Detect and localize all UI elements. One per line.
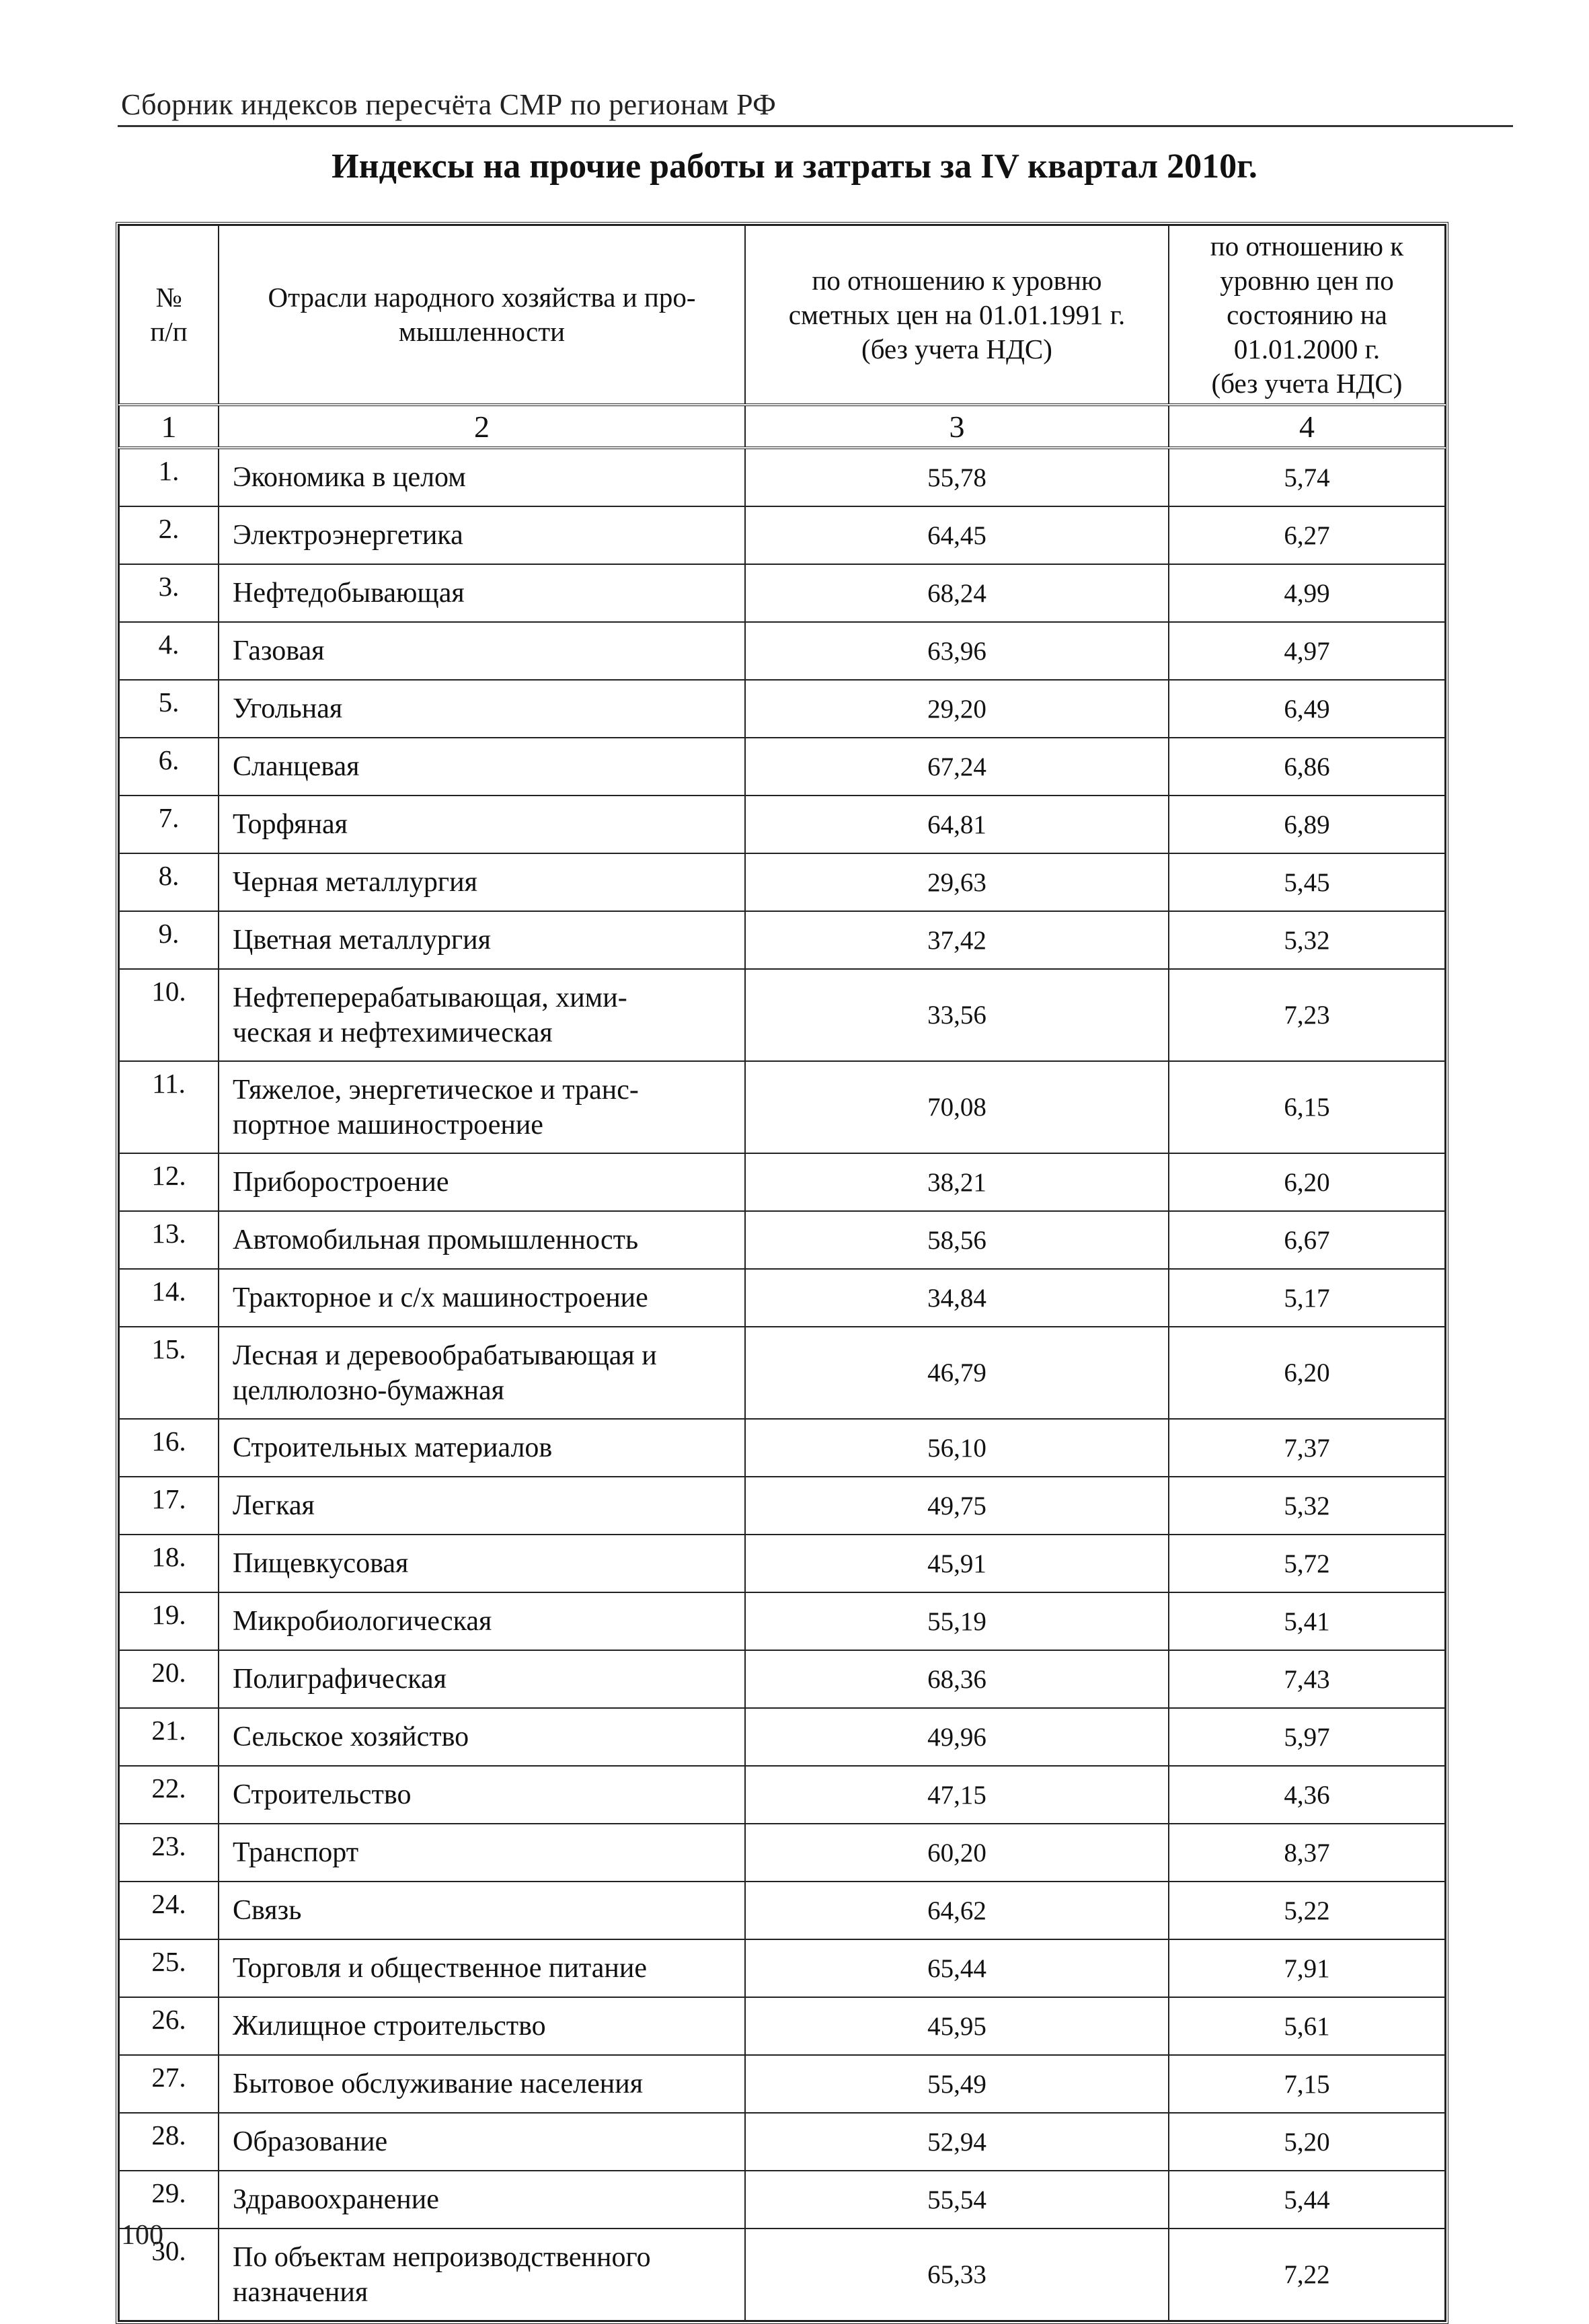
index-1991-cell: 45,91	[745, 1535, 1169, 1592]
table-row	[119, 1882, 1445, 1939]
branch-name-cell: Легкая	[219, 1477, 745, 1535]
col-header-index-1991	[745, 225, 1169, 405]
branch-name-cell: Приборостроение	[219, 1153, 745, 1211]
index-1991-cell: 67,24	[745, 738, 1169, 796]
column-number: 4	[1169, 405, 1445, 448]
index-1991-cell: 64,81	[745, 796, 1169, 853]
row-number-cell: 18.	[119, 1535, 219, 1592]
table-row	[119, 853, 1445, 911]
branch-name-cell: Электроэнергетика	[219, 506, 745, 564]
branch-name-cell: Здравоохранение	[219, 2171, 745, 2229]
table-row	[119, 1269, 1445, 1327]
index-2000-cell: 5,32	[1169, 1477, 1445, 1535]
index-2000-cell: 5,41	[1169, 1592, 1445, 1650]
index-1991-cell: 70,08	[745, 1061, 1169, 1153]
header-rule	[118, 125, 1513, 127]
branch-name-cell: Экономика в целом	[219, 448, 745, 506]
branch-name-cell: Торфяная	[219, 796, 745, 853]
index-1991-cell: 45,95	[745, 1997, 1169, 2055]
branch-name-cell: Микробиологическая	[219, 1592, 745, 1650]
index-2000-cell: 4,97	[1169, 622, 1445, 680]
row-number-cell: 26.	[119, 1997, 219, 2055]
branch-name-cell: Торговля и общественное питание	[219, 1939, 745, 1997]
table-row	[119, 680, 1445, 738]
table-row	[119, 1419, 1445, 1477]
index-1991-cell: 38,21	[745, 1153, 1169, 1211]
col-header-num-text: № п/п	[150, 282, 188, 347]
index-1991-cell: 60,20	[745, 1824, 1169, 1882]
index-table-frame	[116, 222, 1448, 2324]
row-number-cell: 13.	[119, 1211, 219, 1269]
row-number-cell: 23.	[119, 1824, 219, 1882]
table-row	[119, 1824, 1445, 1882]
row-number-cell: 14.	[119, 1269, 219, 1327]
row-number-cell: 17.	[119, 1477, 219, 1535]
index-1991-cell: 65,33	[745, 2229, 1169, 2321]
index-2000-cell: 5,22	[1169, 1882, 1445, 1939]
row-number-cell: 10.	[119, 969, 219, 1061]
index-1991-cell: 68,24	[745, 564, 1169, 622]
index-1991-cell: 34,84	[745, 1269, 1169, 1327]
table-row	[119, 2113, 1445, 2171]
table-row	[119, 1939, 1445, 1997]
table-row	[119, 1766, 1445, 1824]
col-header-index-2000-text: по отношению к уровню цен по состоянию на 01.01.2000 г. (без учета НДС)	[1210, 230, 1404, 399]
index-2000-cell: 6,49	[1169, 680, 1445, 738]
index-2000-cell: 6,67	[1169, 1211, 1445, 1269]
index-2000-cell: 7,15	[1169, 2055, 1445, 2113]
row-number-cell: 12.	[119, 1153, 219, 1211]
table-row	[119, 2171, 1445, 2229]
table-row	[119, 1061, 1445, 1153]
branch-name-cell: По объектам непроизводственного назначения	[219, 2229, 745, 2321]
branch-name-cell: Нефтеперерабатывающая, хими- ческая и нефтехимическая	[219, 969, 745, 1061]
branch-name-cell: Сланцевая	[219, 738, 745, 796]
table-row	[119, 1327, 1445, 1419]
branch-name-cell: Сельское хозяйство	[219, 1708, 745, 1766]
index-2000-cell: 5,20	[1169, 2113, 1445, 2171]
row-number-cell: 16.	[119, 1419, 219, 1477]
index-2000-cell: 6,15	[1169, 1061, 1445, 1153]
index-1991-cell: 63,96	[745, 622, 1169, 680]
table-row	[119, 506, 1445, 564]
row-number-cell: 8.	[119, 853, 219, 911]
table-row	[119, 1153, 1445, 1211]
index-1991-cell: 65,44	[745, 1939, 1169, 1997]
index-2000-cell: 6,20	[1169, 1327, 1445, 1419]
col-header-index-2000	[1169, 225, 1445, 405]
table-row	[119, 1477, 1445, 1535]
row-number-cell: 15.	[119, 1327, 219, 1419]
index-table	[118, 225, 1446, 2321]
table-row	[119, 796, 1445, 853]
index-1991-cell: 46,79	[745, 1327, 1169, 1419]
branch-name-cell: Автомобильная промышленность	[219, 1211, 745, 1269]
table-row	[119, 1211, 1445, 1269]
header-row	[119, 225, 1445, 405]
table-row	[119, 969, 1445, 1061]
branch-name-cell: Нефтедобывающая	[219, 564, 745, 622]
index-1991-cell: 55,78	[745, 448, 1169, 506]
index-1991-cell: 49,96	[745, 1708, 1169, 1766]
table-row	[119, 1708, 1445, 1766]
branch-name-cell: Жилищное строительство	[219, 1997, 745, 2055]
index-2000-cell: 6,20	[1169, 1153, 1445, 1211]
index-1991-cell: 37,42	[745, 911, 1169, 969]
table-row	[119, 622, 1445, 680]
table-row	[119, 448, 1445, 506]
branch-name-cell: Образование	[219, 2113, 745, 2171]
branch-name-cell: Связь	[219, 1882, 745, 1939]
index-2000-cell: 5,61	[1169, 1997, 1445, 2055]
index-2000-cell: 5,74	[1169, 448, 1445, 506]
row-number-cell: 6.	[119, 738, 219, 796]
index-2000-cell: 7,23	[1169, 969, 1445, 1061]
row-number-cell: 11.	[119, 1061, 219, 1153]
table-row	[119, 1592, 1445, 1650]
branch-name-cell: Строительных материалов	[219, 1419, 745, 1477]
index-2000-cell: 5,44	[1169, 2171, 1445, 2229]
index-2000-cell: 5,97	[1169, 1708, 1445, 1766]
page-title: Индексы на прочие работы и затраты за IV квартал 2010г.	[332, 147, 1257, 186]
branch-name-cell: Цветная металлургия	[219, 911, 745, 969]
table-row	[119, 911, 1445, 969]
index-1991-cell: 33,56	[745, 969, 1169, 1061]
index-1991-cell: 47,15	[745, 1766, 1169, 1824]
row-number-cell: 21.	[119, 1708, 219, 1766]
branch-name-cell: Угольная	[219, 680, 745, 738]
table-row	[119, 2229, 1445, 2321]
index-2000-cell: 6,89	[1169, 796, 1445, 853]
column-number: 2	[219, 405, 745, 448]
index-1991-cell: 49,75	[745, 1477, 1169, 1535]
index-1991-cell: 56,10	[745, 1419, 1169, 1477]
index-2000-cell: 7,37	[1169, 1419, 1445, 1477]
table-row	[119, 564, 1445, 622]
row-number-cell: 9.	[119, 911, 219, 969]
branch-name-cell: Черная металлургия	[219, 853, 745, 911]
index-2000-cell: 6,27	[1169, 506, 1445, 564]
branch-name-cell: Тракторное и с/х машиностроение	[219, 1269, 745, 1327]
running-header: Сборник индексов пересчёта СМР по регионам РФ	[121, 88, 777, 121]
col-header-branch-text: Отрасли народного хозяйства и про- мышленности	[268, 282, 696, 347]
branch-name-cell: Газовая	[219, 622, 745, 680]
row-number-cell: 20.	[119, 1650, 219, 1708]
col-header-num	[119, 225, 219, 405]
table-row	[119, 1997, 1445, 2055]
index-1991-cell: 52,94	[745, 2113, 1169, 2171]
branch-name-cell: Бытовое обслуживание населения	[219, 2055, 745, 2113]
index-2000-cell: 4,99	[1169, 564, 1445, 622]
branch-name-cell: Тяжелое, энергетическое и транс- портное машиностроение	[219, 1061, 745, 1153]
index-2000-cell: 7,43	[1169, 1650, 1445, 1708]
row-number-cell: 7.	[119, 796, 219, 853]
row-number-cell: 3.	[119, 564, 219, 622]
index-2000-cell: 8,37	[1169, 1824, 1445, 1882]
branch-name-cell: Строительство	[219, 1766, 745, 1824]
table-row	[119, 1535, 1445, 1592]
index-1991-cell: 29,20	[745, 680, 1169, 738]
table-row	[119, 738, 1445, 796]
index-1991-cell: 55,49	[745, 2055, 1169, 2113]
index-2000-cell: 7,22	[1169, 2229, 1445, 2321]
branch-name-cell: Транспорт	[219, 1824, 745, 1882]
table-row	[119, 1650, 1445, 1708]
index-1991-cell: 64,45	[745, 506, 1169, 564]
index-1991-cell: 58,56	[745, 1211, 1169, 1269]
table-row	[119, 2055, 1445, 2113]
column-number: 1	[119, 405, 219, 448]
index-1991-cell: 29,63	[745, 853, 1169, 911]
row-number-cell: 19.	[119, 1592, 219, 1650]
index-1991-cell: 68,36	[745, 1650, 1169, 1708]
row-number-cell: 29.	[119, 2171, 219, 2229]
index-2000-cell: 5,17	[1169, 1269, 1445, 1327]
index-1991-cell: 55,54	[745, 2171, 1169, 2229]
branch-name-cell: Полиграфическая	[219, 1650, 745, 1708]
row-number-cell: 28.	[119, 2113, 219, 2171]
row-number-cell: 4.	[119, 622, 219, 680]
index-2000-cell: 5,32	[1169, 911, 1445, 969]
index-1991-cell: 64,62	[745, 1882, 1169, 1939]
row-number-cell: 5.	[119, 680, 219, 738]
index-2000-cell: 7,91	[1169, 1939, 1445, 1997]
branch-name-cell: Пищевкусовая	[219, 1535, 745, 1592]
row-number-cell: 22.	[119, 1766, 219, 1824]
index-2000-cell: 6,86	[1169, 738, 1445, 796]
row-number-cell: 27.	[119, 2055, 219, 2113]
branch-name-cell: Лесная и деревообрабатывающая и целлюлозно-бумажная	[219, 1327, 745, 1419]
index-2000-cell: 5,72	[1169, 1535, 1445, 1592]
col-header-index-1991-text: по отношению к уровню сметных цен на 01.01.1991 г. (без учета НДС)	[788, 264, 1126, 364]
row-number-cell: 2.	[119, 506, 219, 564]
row-number-cell: 1.	[119, 448, 219, 506]
index-1991-cell: 55,19	[745, 1592, 1169, 1650]
page-number: 100	[121, 2220, 163, 2251]
index-2000-cell: 4,36	[1169, 1766, 1445, 1824]
column-number-row	[119, 405, 1445, 448]
row-number-cell: 30.	[119, 2229, 219, 2321]
index-2000-cell: 5,45	[1169, 853, 1445, 911]
row-number-cell: 25.	[119, 1939, 219, 1997]
col-header-branch	[219, 225, 745, 405]
column-number: 3	[745, 405, 1169, 448]
row-number-cell: 24.	[119, 1882, 219, 1939]
